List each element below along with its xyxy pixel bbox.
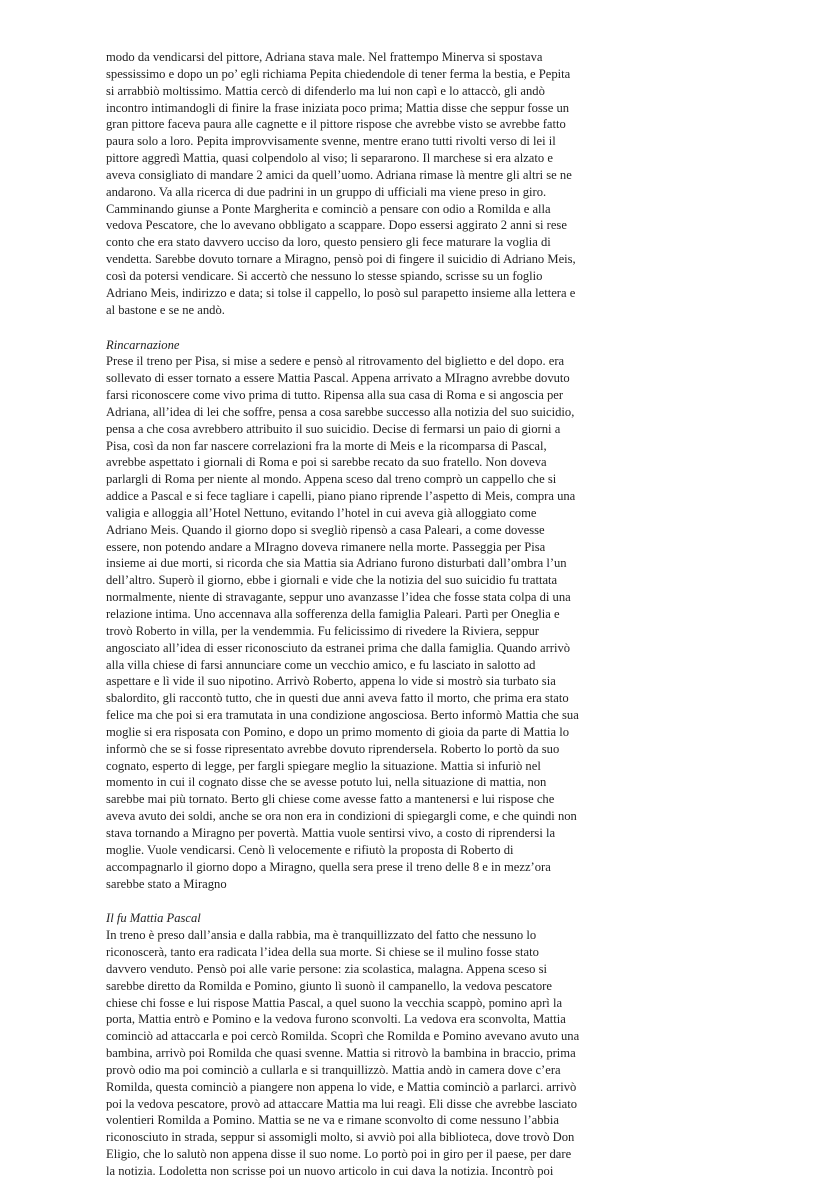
text-line: bambina, arrivò poi Romilda che quasi svenne. Mattia si ritrovò la bambina in braccio, prima — [106, 1046, 576, 1061]
text-line: riconoscerà, tanto era radicata l’idea della sua morte. Si chiese se il mulino fosse stato — [106, 945, 539, 960]
text-line: aveva consigliato di mandare 2 amici da quell’uomo. Adriana rimase là mentre gli altri se ne — [106, 167, 572, 182]
document-page — [106, 49, 616, 1180]
text-line: cognato, esperto di legge, per fargli spiegare meglio la situazione. Mattia si infuriò nel — [106, 758, 541, 773]
section-heading-rincarnazione: Rincarnazione — [106, 337, 180, 352]
text-line: così da potersi vendicare. Si accertò che nessuno lo stesse spiando, scrisse su un foglio — [106, 268, 543, 283]
text-line: Prese il treno per Pisa, si mise a sedere e pensò al ritrovamento del biglietto e del dopo. era — [106, 354, 565, 369]
text-line: alla villa chiese di farsi annunciare come un vecchio amico, e fu lasciato in salotto ad — [106, 657, 536, 672]
text-line: dell’altro. Superò il giorno, ebbe i giornali e vide che la notizia del suo suicidio fu trattata — [106, 573, 558, 588]
text-line: vedova Pescatore, che lo avevano obbligato a scappare. Dopo essersi aggirato 2 anni si rese — [106, 218, 567, 233]
text-line: cominciò ad attaccarla e poi cercò Romilda. Scoprì che Romilda e Pomino avevano avuto una — [106, 1029, 580, 1044]
text-line: Camminando giunse a Ponte Margherita e cominciò a pensare con odio a Romilda e alla — [106, 201, 551, 216]
text-line: modo da vendicarsi del pittore, Adriana stava male. Nel frattempo Minerva si spostava — [106, 50, 543, 64]
text-line: gran pittore faceva paura alle cagnette e il pittore rispose che avrebbe visto se avrebbe fatto — [106, 117, 566, 132]
text-line: Adriano Meis, indirizzo e data; si tolse il cappello, lo posò sul parapetto insieme alla lettera e — [106, 285, 576, 300]
text-line: relazione intima. Uno accennava alla sofferenza della famiglia Paleari. Partì per Oneglia e — [106, 607, 560, 621]
text-line: al bastone e se ne andò. — [106, 302, 225, 317]
section-heading-il-fu-mattia-pascal: Il fu Mattia Pascal — [106, 911, 201, 926]
text-line: Eligio, che lo salutò non appena disse il suo nome. Lo portò poi in giro per il paese, per dare — [106, 1147, 572, 1162]
text-line: momento in cui il cognato disse che se avesse potuto lui, nella situazione di mattia, non — [106, 775, 547, 790]
text-line: conto che era stato davvero ucciso da loro, questo pensiero gli fece maturare la voglia di — [106, 235, 551, 250]
text-line: Adriana, all’idea di lei che soffre, pensa a cosa sarebbe successo alla notizia del suo suicidio, — [106, 404, 575, 419]
text-line: riconosciuto in strada, seppur si assomigli molto, si avviò poi alla biblioteca, dove trovò Don — [106, 1130, 575, 1145]
text-line: poi la vedova pescatore, provò ad attaccare Mattia ma lui reagì. Eli disse che avrebbe lasciato — [106, 1096, 578, 1111]
text-line: porta, Mattia entrò e Pomino e la vedova furono sconvolti. La vedova era sconvolta, Mattia — [106, 1012, 566, 1027]
intro-paragraph — [106, 49, 616, 319]
text-line: aveva avuto dei soldi, anche se ora non era in condizioni di spiegargli come, e che quindi non — [106, 809, 577, 824]
text-line: incontro intimandogli di finire la frase iniziata poco prima; Mattia disse che seppur fosse un — [106, 100, 570, 115]
text-line: parlargli di Roma per niente al mondo. Appena sceso dal treno comprò un cappello che si — [106, 472, 557, 487]
text-line: moglie. Vuole vendicarsi. Cenò lì velocemente e rifiutò la proposta di Roberto di — [106, 842, 514, 857]
text-line: spessissimo e dopo un po’ egli richiama Pepita chiedendole di tener ferma la bestia, e Pepita — [106, 66, 571, 81]
text-line: paura solo a loro. Pepita improvvisamente svenne, mentre erano tutti rivolti verso di lei il — [106, 134, 556, 149]
text-line: Romilda, questa cominciò a piangere non appena lo vide, e Mattia cominciò a parlarci. arrivò — [106, 1079, 577, 1094]
text-line: sarebbe stato a Miragno — [106, 876, 227, 891]
text-line: pensa a che cosa avrebbero attribuito il suo suicidio. Decise di fermarsi un paio di giorni a — [106, 421, 561, 436]
text-line: si arrabbiò moltissimo. Mattia cercò di difenderlo ma lui non capì e lo attaccò, gli andò — [106, 83, 545, 98]
text-line: vendetta. Sarebbe dovuto tornare a Miragno, pensò poi di fingere il suicidio di Adriano Meis, — [106, 252, 576, 267]
text-line: angosciato all’idea di esser riconosciuto da estranei prima che dalla famiglia. Quando arrivò — [106, 640, 571, 655]
section-body-rincarnazione — [106, 353, 616, 892]
text-line: la notizia. Lodoletta non scrisse poi un nuovo articolo in cui dava la notizia. Incontrò poi — [106, 1164, 554, 1178]
text-line: Pisa, così da non far nascere correlazioni fra la morte di Meis e la ricomparsa di Pascal, — [106, 438, 547, 453]
section-il-fu-mattia-pascal — [106, 910, 616, 1180]
text-line: pittore aggredì Mattia, quasi colpendolo al viso; li separarono. Il marchese si era alzato e — [106, 151, 553, 166]
text-line: sarebbe diretto da Romilda e Pomino, giunto lì suonò il campanello, la vedova pescatore — [106, 978, 552, 993]
text-line: normalmente, niente di stravagante, seppur uno avanzasse l’idea che fosse stata colpa di una — [106, 590, 571, 605]
text-line: stava tornando a Miragno per povertà. Mattia vuole sentirsi vivo, a costo di riprendersi la — [106, 825, 556, 840]
text-line: avrebbe aspettato i giornali di Roma e poi si sarebbe recato da suo fratello. Non doveva — [106, 455, 547, 470]
text-line: trovò Roberto in villa, per la vendemmia. Fu felicissimo di rivedere la Riviera, seppur — [106, 623, 539, 638]
text-line: moglie si era risposata con Pomino, e dopo un primo momento di gioia da parte di Mattia lo — [106, 724, 570, 739]
section-rincarnazione — [106, 337, 616, 893]
text-line: valigia e alloggia all’Hotel Nettuno, evitando l’hotel in cui aveva già alloggiato come — [106, 505, 537, 520]
text-line: aspettare e lì vide il suo nipotino. Arrivò Roberto, appena lo vide si mostrò sia turbato sia — [106, 674, 556, 689]
text-line: davvero venduto. Pensò poi alle varie persone: zia scolastica, malagna. Appena sceso si — [106, 961, 547, 976]
text-line: sarebbe mai più tornato. Berto gli chiese come avesse fatto a mantenersi e lui rispose che — [106, 792, 555, 807]
text-line: essere, non potendo andare a MIragno doveva rimanere nella morte. Passeggia per Pisa — [106, 539, 546, 554]
text-line: provò odio ma poi cominciò a cullarla e si tranquillizzò. Mattia andò in camera dove c’era — [106, 1062, 561, 1077]
section-body-il-fu-mattia-pascal — [106, 927, 616, 1180]
text-line: In treno è preso dall’ansia e dalla rabbia, ma è tranquillizzato del fatto che nessuno lo — [106, 928, 537, 943]
text-line: accompagnarlo il giorno dopo a Miragno, quella sera prese il treno delle 8 e in mezz’ora — [106, 859, 551, 874]
text-line: farsi riconoscere come vivo prima di tutto. Ripensa alla sua casa di Roma e si angoscia per — [106, 388, 564, 403]
text-line: sbalordito, gli raccontò tutto, che in questi due anni aveva fatto il morto, che prima era stato — [106, 691, 569, 706]
text-line: addice a Pascal e si fece tagliare i capelli, piano piano riprende l’aspetto di Meis, compra una — [106, 489, 576, 504]
text-line: andarono. Va alla ricerca di due padrini in un gruppo di ufficiali ma viene preso in giro. — [106, 184, 547, 199]
text-line: informò che se si fosse ripresentato avrebbe dovuto riprendersela. Roberto lo portò da suo — [106, 741, 560, 756]
text-line: sollevato di esser tornato a essere Mattia Pascal. Appena arrivato a MIragno avrebbe dovuto — [106, 371, 570, 386]
text-line: felice ma che poi si era tramutata in una condizione angosciosa. Berto informò Mattia che sua — [106, 708, 579, 723]
text-line: volentieri Romilda a Pomino. Mattia se ne va e rimane sconvolto di come nessuno l’abbia — [106, 1113, 559, 1128]
text-line: Adriano Meis. Quando il giorno dopo si svegliò ripensò a casa Paleari, a come dovesse — [106, 522, 545, 537]
text-line: chiese chi fosse e lui rispose Mattia Pascal, a quel suono la vecchia scappò, pomino aprì la — [106, 995, 563, 1010]
text-line: insieme ai due morti, si ricorda che sia Mattia sia Adriano furono disturbati dall’ombra l’un — [106, 556, 567, 571]
